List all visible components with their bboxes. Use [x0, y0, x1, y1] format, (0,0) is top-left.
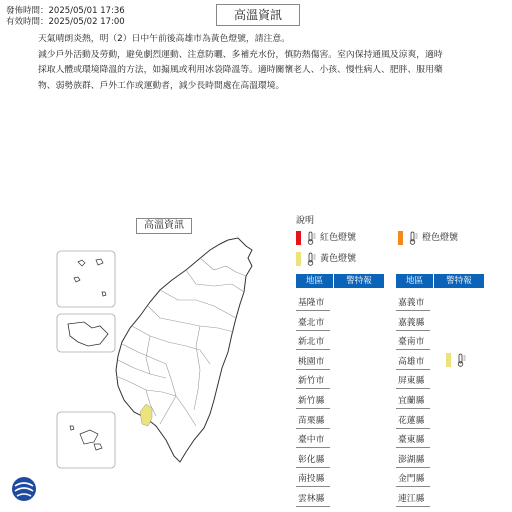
table-row-area: 臺北市 — [298, 317, 325, 328]
table-row-area: 宜蘭縣 — [398, 396, 425, 406]
row-divider — [396, 447, 430, 448]
row-divider — [296, 506, 330, 507]
col-area: 地區 — [296, 274, 333, 288]
table-row-area: 彰化縣 — [298, 454, 325, 465]
description-line: 天氣晴朗炎熱，明（2）日中午前後高雄市為黃色燈號，請注意。 — [38, 34, 290, 44]
row-divider — [296, 408, 330, 409]
row-divider — [396, 388, 430, 389]
col-signal: 警特報 — [434, 274, 484, 288]
yellow-swatch — [446, 353, 451, 367]
row-divider — [396, 467, 430, 468]
yellow-swatch — [296, 252, 301, 266]
table-row-area: 臺東縣 — [398, 435, 425, 446]
yellow-signal-marker — [446, 353, 470, 367]
page-title: 高溫資訊 — [216, 4, 300, 26]
row-divider — [296, 388, 330, 389]
valid-time: 有效時間：2025/05/02 17:00 — [6, 17, 125, 27]
description-line: 採取人體或環境降溫的方法，如搧風或利用冰袋降溫等。適時關懷老人、小孩、慢性病人、肥胖、服用藥 — [38, 65, 443, 75]
table-row-area: 臺南市 — [398, 337, 425, 348]
row-divider — [296, 349, 330, 350]
row-divider — [296, 428, 330, 429]
row-divider — [396, 310, 430, 311]
table-row-area: 連江縣 — [398, 494, 425, 504]
table-row-area: 臺中市 — [298, 435, 325, 446]
taiwan-island — [116, 238, 252, 462]
row-divider — [396, 369, 430, 370]
legend-red — [296, 231, 356, 245]
table-row-area: 桃園市 — [298, 356, 325, 367]
col-signal: 警特報 — [334, 274, 384, 288]
table-row-area: 花蓮縣 — [398, 415, 425, 426]
row-divider — [296, 467, 330, 468]
table-header-right — [396, 274, 484, 288]
red-swatch — [296, 231, 301, 245]
inset-matsu — [57, 251, 115, 307]
row-divider — [296, 310, 330, 311]
row-divider — [396, 506, 430, 507]
table-row-area: 南投縣 — [298, 474, 325, 485]
thermometer-icon — [455, 353, 467, 367]
thermometer-icon — [407, 231, 419, 245]
legend-red-label: 紅色燈號 — [320, 233, 357, 243]
row-divider — [396, 486, 430, 487]
table-row-area: 新北市 — [298, 337, 325, 348]
table-row-area: 高雄市 — [398, 356, 425, 367]
table-row-area: 新竹市 — [298, 376, 325, 387]
row-divider — [296, 330, 330, 331]
legend-orange — [398, 231, 458, 245]
table-row-area: 雲林縣 — [298, 494, 325, 504]
description-line: 物、弱勢族群、戶外工作或運動者，減少長時間處在高溫環境。 — [38, 80, 285, 91]
col-area: 地區 — [396, 274, 433, 288]
map-title: 高溫資訊 — [136, 218, 192, 234]
row-divider — [296, 486, 330, 487]
table-row-area: 嘉義縣 — [398, 317, 425, 328]
row-divider — [296, 447, 330, 448]
table-row-area: 嘉義市 — [398, 298, 425, 308]
table-row-area: 澎湖縣 — [398, 454, 425, 465]
table-row-area: 基隆市 — [298, 298, 325, 308]
orange-swatch — [398, 231, 403, 245]
table-row-area: 新竹縣 — [298, 396, 325, 406]
thermometer-icon — [305, 231, 317, 245]
legend-heading: 說明 — [296, 216, 315, 226]
row-divider — [296, 369, 330, 370]
table-header-left — [296, 274, 384, 288]
row-divider — [396, 428, 430, 429]
legend-yellow-label: 黃色燈號 — [320, 254, 357, 264]
legend-orange-label: 橙色燈號 — [422, 233, 459, 243]
table-row-area: 屏東縣 — [398, 376, 425, 387]
thermometer-icon — [305, 252, 317, 266]
cwa-logo — [12, 477, 36, 501]
legend-yellow — [296, 252, 356, 266]
row-divider — [396, 330, 430, 331]
table-row-area: 金門縣 — [398, 474, 425, 485]
row-divider — [396, 349, 430, 350]
description-line: 減少戶外活動及勞動，避免劇烈運動、注意防曬、多補充水份，慎防熱傷害。室內保持通風及涼爽，適時 — [38, 49, 443, 60]
table-row-area: 苗栗縣 — [298, 415, 325, 426]
row-divider — [396, 408, 430, 409]
issue-time: 發佈時間：2025/05/01 17:36 — [6, 6, 125, 16]
